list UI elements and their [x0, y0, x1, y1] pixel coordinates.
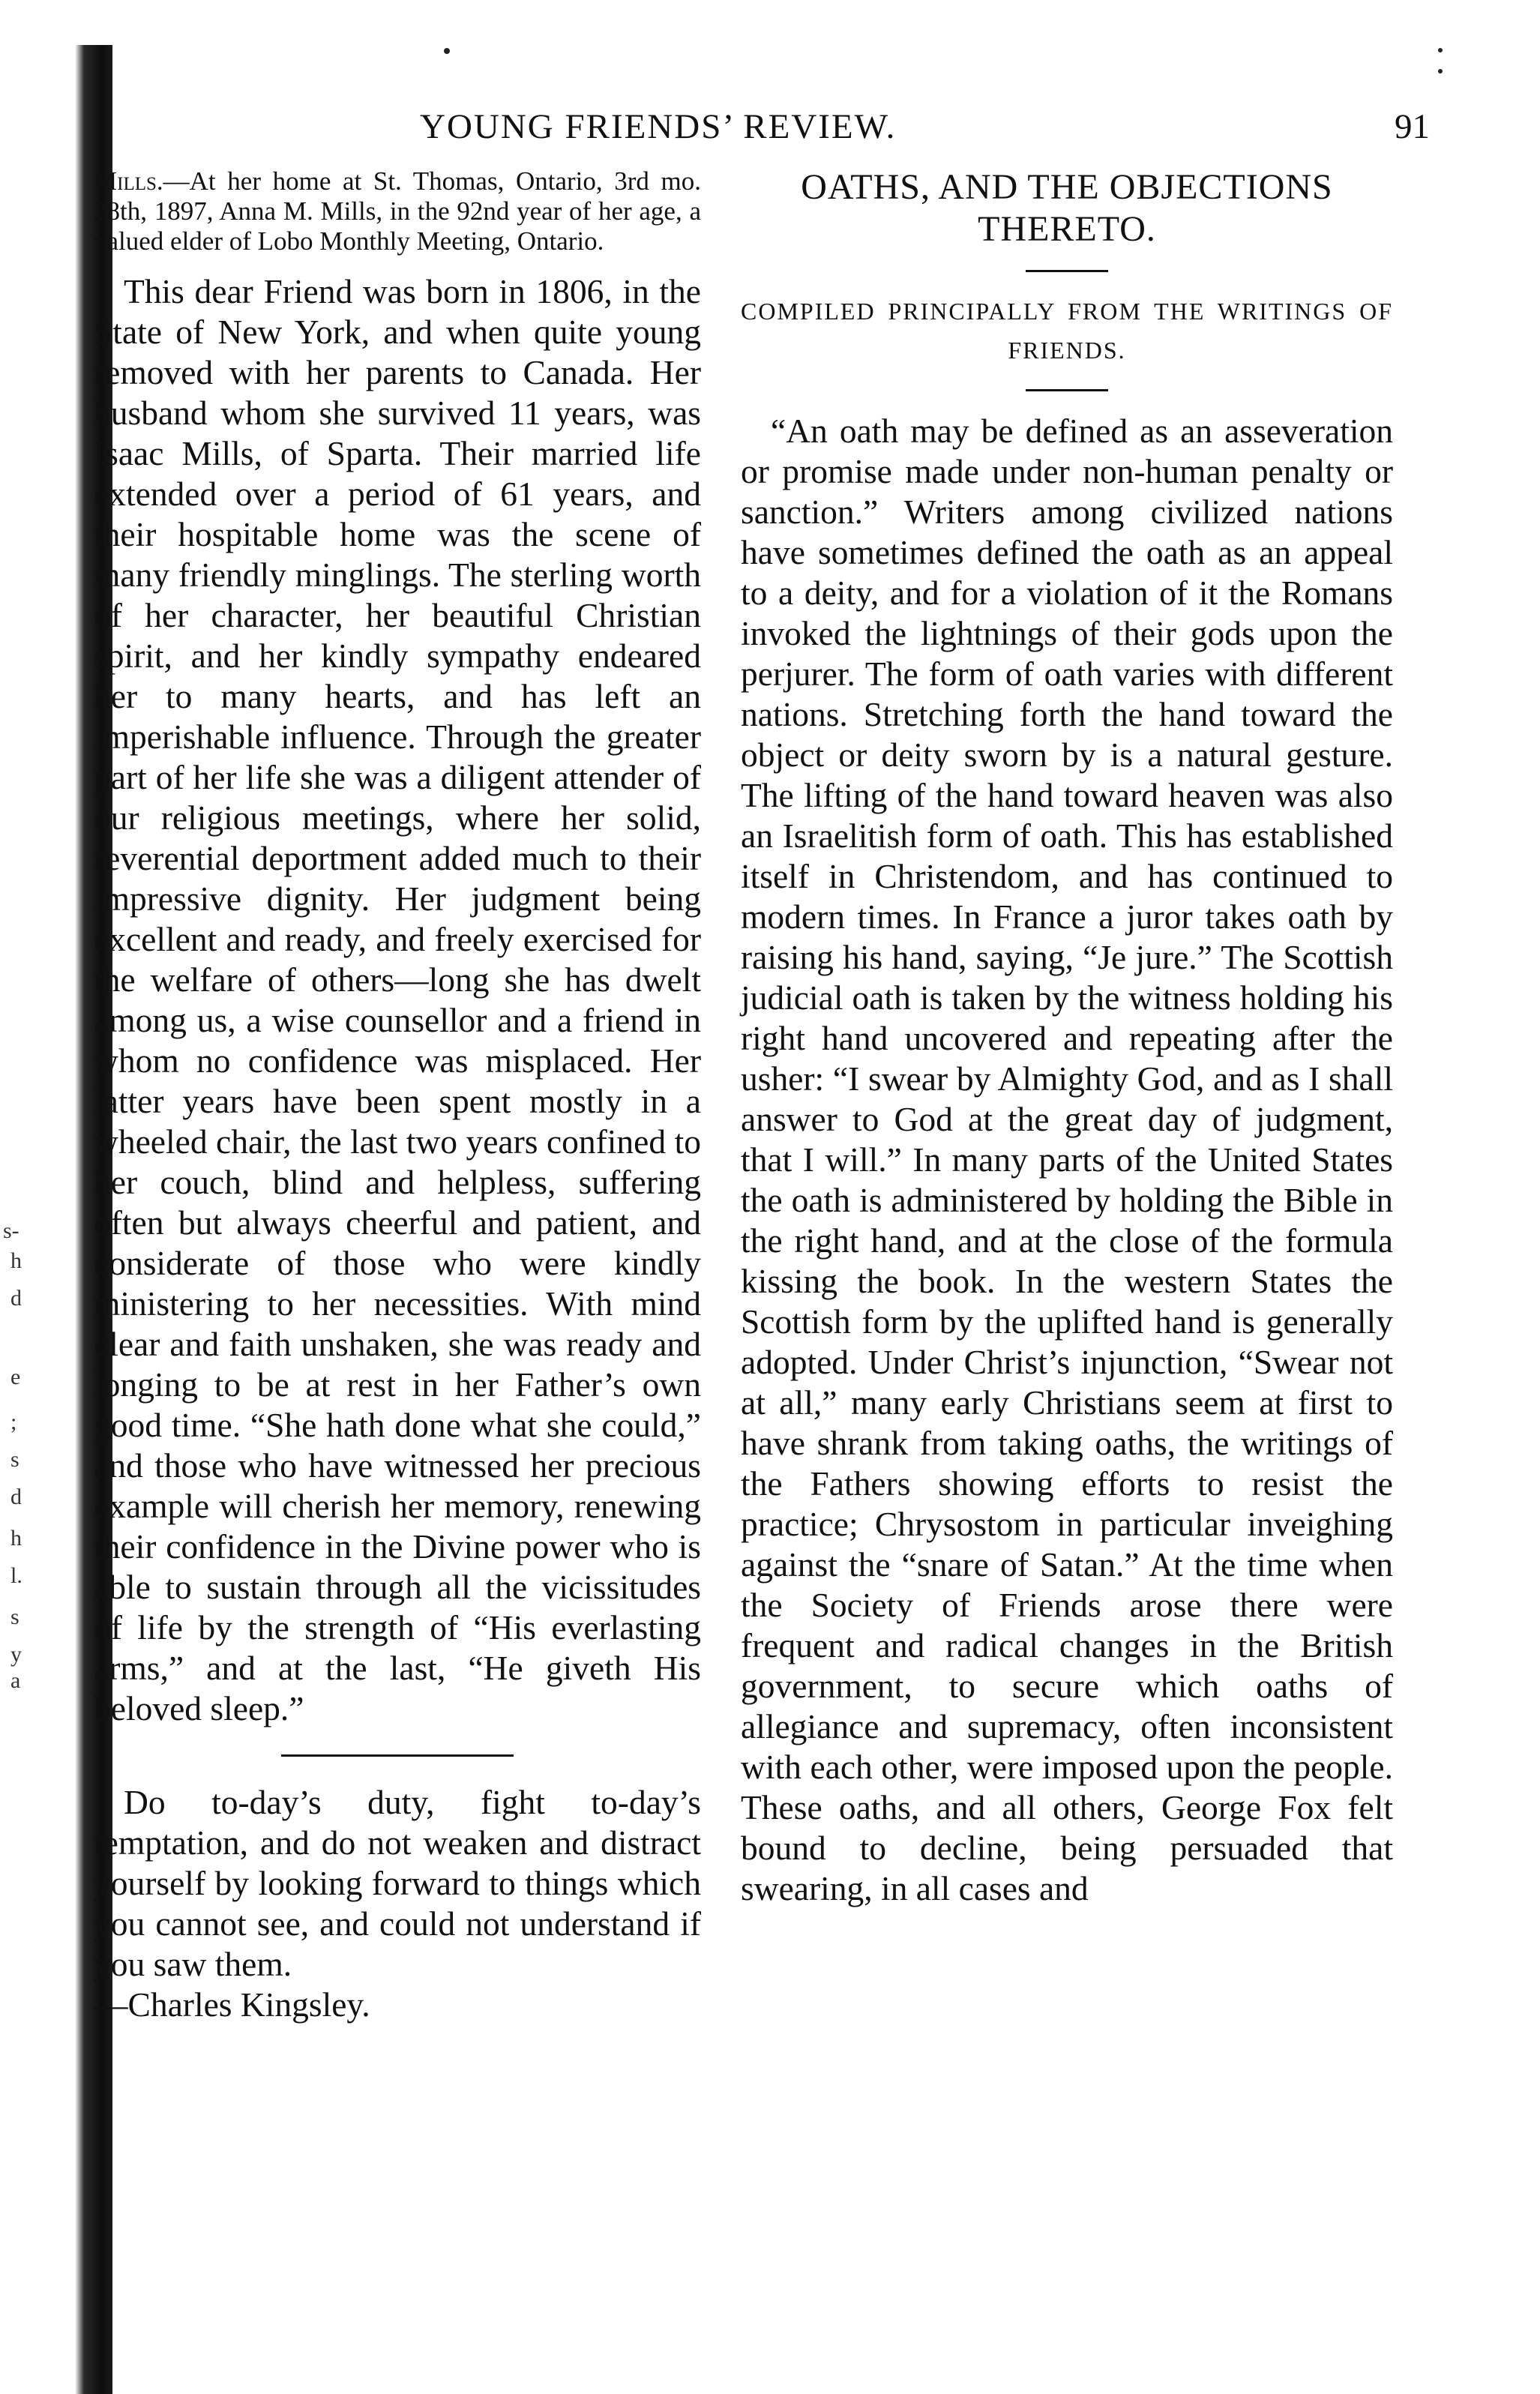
margin-fragment: s	[10, 1447, 19, 1472]
compiled-note: COMPILED PRINCIPALLY FROM THE WRITINGS OF FRIENDS.	[741, 298, 1393, 364]
margin-fragment: d	[10, 1485, 22, 1509]
page-number: 91	[1395, 107, 1430, 146]
right-column	[741, 166, 1393, 1909]
margin-fragment: e	[10, 1365, 21, 1389]
left-column	[94, 166, 701, 2025]
margin-fragment: h	[10, 1526, 22, 1551]
margin-fragment: l.	[10, 1563, 22, 1588]
obituary-notice-text: —At her home at St. Thomas, Ontario, 3rd mo. 28th, 1897, Anna M. Mills, in the 92nd year of her age, a valued elder of Lobo Monthly Meeting, Ontario.	[94, 166, 701, 256]
margin-fragment: y	[10, 1642, 22, 1667]
quote-body: Do to-day’s duty, fight to-day’s temptation, and do not weaken and distract yourself by looking forward to things which you cannot see, and could not understand if you saw them.	[94, 1783, 701, 1983]
obituary-notice-name: Mills.	[94, 166, 163, 196]
margin-fragment: d	[10, 1286, 22, 1311]
obituary-body: This dear Friend was born in 1806, in the State of New York, and when quite young removed with her parents to Canada. Her husband whom she survived 11 years, was Isaac Mills, of Sparta. Their married life extended over a period of 61 years, and their hospitable home was the scene of many friendly minglings. The sterling worth of her character, her beautiful Christian spirit, and her kindly sympathy endeared her to many hearts, and has left an imperishable influence. Through the greater part of her life she was a diligent attender of our religious meetings, where her solid, reverential deportment added much to their impressive dignity. Her judgment being excellent and ready, and freely exercised for the welfare of others—long she has dwelt among us, a wise counsellor and a friend in whom no confidence was misplaced. Her latter years have been spent mostly in a wheeled chair, the last two years confined to her couch, blind and helpless, suffering often but always cheerful and patient, and considerate of those who were kindly ministering to her necessities. With mind clear and faith unshaken, she was ready and longing to be at rest in her Father’s own good time. “She hath done what she could,” and those who have witnessed her precious example will cherish her memory, renewing their confidence in the Divine power who is able to sustain through all the vicissitudes of life by the strength of “His everlasting arms,” and at the last, “He giveth His beloved sleep.”	[94, 272, 701, 1727]
margin-fragment: s-	[3, 1218, 19, 1243]
title-divider	[1026, 270, 1108, 272]
obituary-notice	[94, 166, 701, 256]
margin-fragment: a	[10, 1668, 21, 1693]
margin-fragment: ;	[10, 1410, 17, 1434]
print-speck	[444, 48, 450, 54]
print-speck	[1438, 69, 1443, 73]
margin-fragment: s	[10, 1604, 19, 1629]
running-title: YOUNG FRIENDS’ REVIEW.	[420, 107, 897, 146]
article-body: “An oath may be defined as an asseveration or promise made under non-human penalty or sanction.” Writers among civilized nations have sometimes defined the oath as an appeal to a deity, and for a violation of it the Romans invoked the lightnings of their gods upon the perjurer. The form of oath varies with different nations. Stretching forth the hand toward the object or deity sworn by is a natural gesture. The lifting of the hand toward heaven was also an Israelitish form of oath. This has established itself in Christendom, and has continued to modern times. In France a juror takes oath by raising his hand, saying, “Je jure.” The Scottish judicial oath is taken by the witness holding his right hand uncovered and repeating after the usher: “I swear by Almighty God, and as I shall answer to God at the great day of judgment, that I will.” In many parts of the United States the oath is administered by holding the Bible in the right hand, and at the close of the formula kissing the book. In the western States the Scottish form by the uplifted hand is generally adopted. Under Christ’s injunction, “Swear not at all,” many early Christians seem at first to have shrank from taking oaths, the writings of the Fathers showing efforts to resist the practice; Chrysostom in particular inveighing against the “snare of Satan.” At the time when the Society of Friends arose there were frequent and radical changes in the British government, to secure which oaths of allegiance and supremacy, often inconsistent with each other, were imposed upon the people. These oaths, and all others, George Fox felt bound to decline, being persuaded that swearing, in all cases and	[741, 412, 1393, 1907]
quote-attribution: —Charles Kingsley.	[94, 1985, 370, 2024]
section-divider	[281, 1754, 514, 1757]
article-title: OATHS, AND THE OBJECTIONS THERETO.	[801, 167, 1333, 249]
margin-fragment: h	[10, 1248, 22, 1273]
print-speck	[1438, 48, 1443, 52]
compiled-divider	[1026, 389, 1108, 391]
